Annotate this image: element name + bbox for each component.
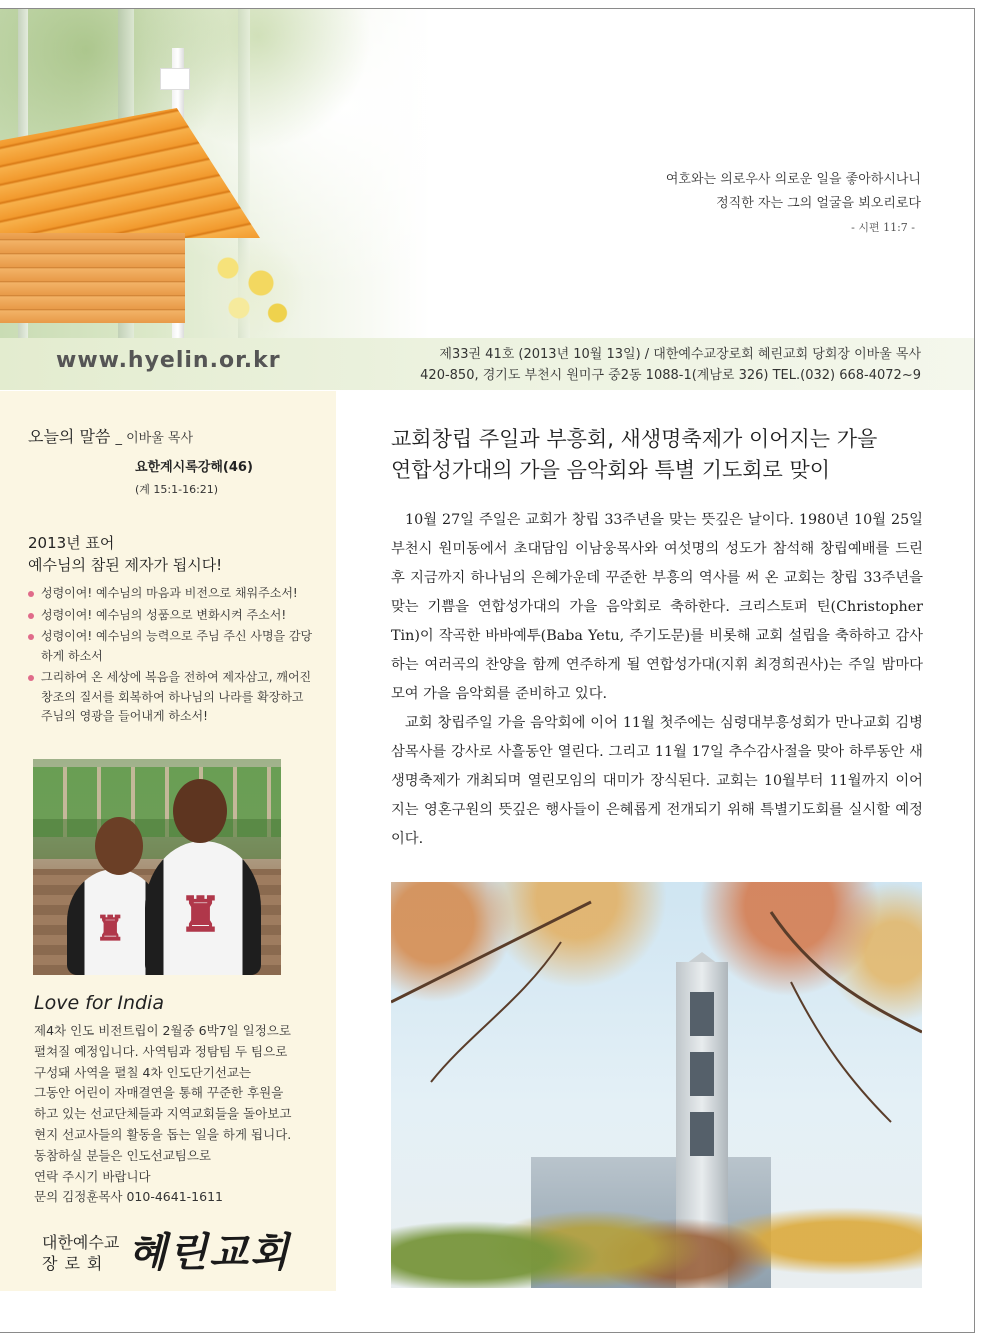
tower-window [690,1052,714,1096]
todays-word-author: _ 이바울 목사 [115,431,194,446]
bullet-icon [28,675,34,681]
church-name-logo: 혜린교회 [128,1229,291,1276]
india-contact-line: 문의 김정훈목사 010-4641-1611 [34,1189,223,1205]
india-line: 현지 선교사들의 활동을 돕는 일을 하게 됩니다. [34,1126,292,1142]
verse-line-1: 여호와는 의로우사 의로운 일을 좋아하시나니 [665,172,921,187]
list-item [28,606,318,626]
india-line: 그동안 어린이 자매결연을 통해 꾸준한 후원을 [34,1085,284,1101]
verse-line-2: 정직한 자는 그의 얼굴을 뵈오리로다 [716,196,921,211]
scripture-verse [666,168,921,240]
list-item [28,627,318,666]
article-body [391,506,923,854]
bullet-icon [28,634,34,640]
india-line: 동참하실 분들은 인도선교팀으로 [34,1147,211,1163]
todays-word-title: 오늘의 말씀 [28,427,111,446]
india-line: 구성돼 사역을 펼칠 4차 인도단기선교는 [34,1064,252,1080]
shirt-print: ♜ [179,887,223,943]
autumn-trees [391,1132,922,1288]
india-line: 하고 있는 선교단체들과 지역교회들을 돌아보고 [34,1106,292,1122]
india-section-text [34,1021,324,1208]
church-tower-photo [391,882,922,1288]
sermon-title: 요한계시록강해(46) [135,460,253,475]
india-line: 펼쳐질 예정입니다. 사역팀과 정탐팀 두 팀으로 [34,1043,288,1059]
prayer-text: 성령이여! 예수님의 마음과 비전으로 채워주소서! [41,586,298,600]
denomination-line-2: 장로회 [42,1254,110,1273]
bullet-icon [28,613,34,619]
foliage [0,8,430,148]
shirt-print: ♜ [95,909,126,949]
india-section-title: Love for India [34,992,164,1014]
tower-window [690,992,714,1036]
motto: 예수님의 참된 제자가 됩시다! [28,556,223,574]
sermon-reference: (계 15:1-16:21) [135,483,219,496]
article-paragraph: 교회 창립주일 가을 음악회에 이어 11월 첫주에는 심령대부흥성회가 만나교회 김병삼목사를 강사로 사흘동안 열린다. 그리고 11월 17일 추수감사절을 맞아 하루동안 새생명축제가 개최되며 열린모임의 대미가 장식된다. 교회는 10월부터 11월까지 이어지는 영혼구원의 뜻깊은 행사들이 은혜롭게 전개되기 위해 특별기도회를 실시할 예정이다. [391,715,923,847]
denomination-line-1: 대한예수교 [42,1233,120,1252]
verse-reference: - 시편 11:7 - [851,221,915,234]
masthead [420,344,921,386]
child-head [173,779,227,843]
church-denomination [42,1232,119,1274]
child-head [95,817,143,875]
website-url[interactable]: www.hyelin.or.kr [56,348,281,373]
flower-bouquet [195,238,305,338]
prayer-text: 성령이여! 예수님의 성품으로 변화시켜 주소서! [41,607,287,622]
headline-line-2: 연합성가대의 가을 음악회와 특별 기도회로 맞이 [391,458,831,482]
india-children-photo [33,759,281,975]
india-line: 제4차 인도 비전트립이 2월중 6박7일 일정으로 [34,1023,291,1038]
prayer-list [28,584,318,729]
headline-line-1: 교회창립 주일과 부흥회, 새생명축제가 이어지는 가을 [391,427,878,451]
motto-year: 2013년 표어 [28,534,115,552]
list-item [28,668,318,727]
masthead-address-line: 420-850, 경기도 부천시 원미구 중2동 1088-1(계남로 326) TEL.(032) 668-4072~9 [420,368,921,383]
photo-hedge [33,819,281,859]
bullet-icon [28,591,34,597]
mailbox-flag [160,68,190,90]
india-line: 연락 주시기 바랍니다 [34,1168,151,1184]
mailbox-body [0,233,185,323]
list-item [28,584,318,604]
masthead-issue-line: 제33권 41호 (2013년 10월 13일) / 대한예수교장로회 혜린교회 당회장 이바울 목사 [439,347,921,362]
todays-word-heading [28,424,193,447]
prayer-text: 성령이여! 예수님의 능력으로 주님 주신 사명을 감당하게 하소서 [41,629,313,663]
header-mailbox-photo [0,8,430,338]
article-headline [391,424,931,486]
prayer-text: 그리하여 온 세상에 복음을 전하여 제자삼고, 깨어진 창조의 질서를 회복하여 하나님의 나라를 확장하고 주님의 영광을 들어내게 하소서! [41,670,312,723]
article-paragraph: 10월 27일 주일은 교회가 창립 33주년을 맞는 뜻깊은 날이다. 1980년 10월 25일 부천시 원미동에서 초대담임 이남웅목사와 여섯명의 성도가 참석해 창립예배를 드린후 지금까지 하나님의 은혜가운데 꾸준한 부흥의 역사를 써 온 교회는 창립 33주년을 맞는 기쁨을 연합성가대의 가을 음악회로 축하한다. 크리스토퍼 틴(Christopher Tin)이 작곡한 바바예투(Baba Yetu, 주기도문)를 비롯해 교회 설립을 축하하고 감사하는 여러곡의 찬양을 함께 연주하게 될 연합성가대(지휘 최경희권사)는 주일 밤마다 모여 가을 음악회를 준비하고 있다. [391,512,923,702]
